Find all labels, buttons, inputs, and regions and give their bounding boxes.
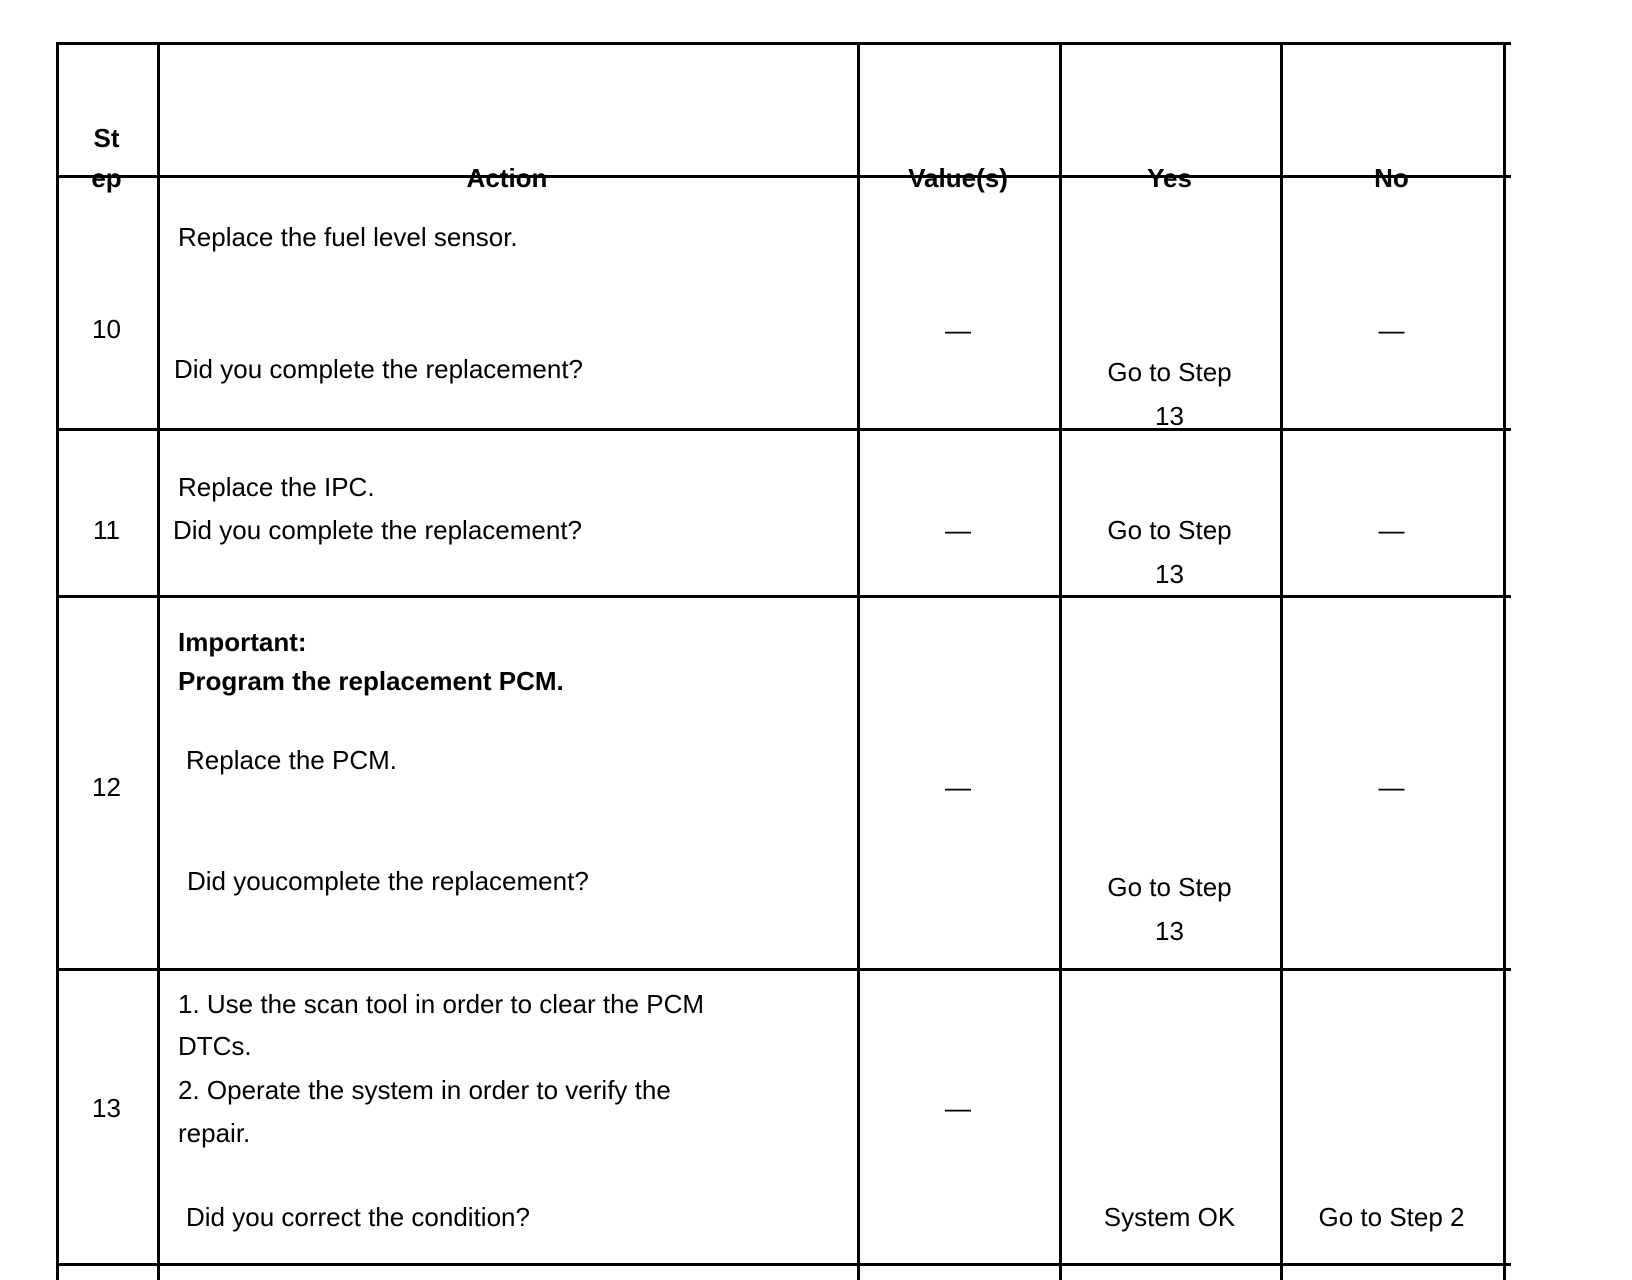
no-dash: —: [1378, 315, 1405, 345]
action-question: Did you complete the replacement?: [174, 354, 584, 384]
no-text: Go to Step 2: [1318, 1202, 1465, 1232]
row-divider: [56, 428, 1511, 431]
action-question: Did youcomplete the replacement?: [187, 866, 589, 896]
header-yes: Yes: [1147, 163, 1192, 193]
action-step-1-cont: DTCs.: [178, 1031, 252, 1061]
action-step-1: 1. Use the scan tool in order to clear the PCM: [178, 989, 705, 1019]
header-action: Action: [466, 163, 548, 193]
no-dash: —: [1378, 515, 1405, 545]
step-number: 10: [92, 314, 121, 344]
header-step-line2: ep: [91, 163, 122, 193]
action-question: Did you correct the condition?: [186, 1202, 530, 1232]
column-divider: [1059, 42, 1062, 1280]
step-number: 12: [92, 772, 121, 802]
table-border-top: [56, 42, 1511, 45]
header-no: No: [1374, 163, 1409, 193]
yes-text: Go to Step: [1107, 872, 1232, 902]
row-divider: [56, 968, 1511, 971]
column-divider: [1280, 42, 1283, 1280]
action-text: Replace the fuel level sensor.: [178, 222, 518, 252]
yes-text: Go to Step: [1107, 357, 1232, 387]
header-step-line1: St: [93, 123, 120, 153]
important-text: Program the replacement PCM.: [178, 666, 564, 696]
diagnostic-table: [56, 42, 1511, 1280]
action-step-2: 2. Operate the system in order to verify the: [178, 1075, 671, 1105]
row-divider: [56, 595, 1511, 598]
step-number: 13: [92, 1093, 121, 1123]
yes-step-number: 13: [1155, 559, 1184, 589]
yes-step-number: 13: [1155, 401, 1184, 431]
yes-text: Go to Step: [1107, 515, 1232, 545]
yes-text: System OK: [1103, 1202, 1236, 1232]
value-dash: —: [945, 515, 971, 545]
value-dash: —: [945, 772, 971, 802]
value-dash: —: [945, 1093, 971, 1123]
action-text: Replace the PCM.: [186, 745, 397, 775]
action-question: Did you complete the replacement?: [173, 515, 583, 545]
no-dash: —: [1378, 772, 1405, 802]
column-divider: [157, 42, 160, 1280]
value-dash: —: [945, 315, 971, 345]
table-border-bottom: [56, 1263, 1511, 1266]
step-number: 11: [93, 515, 120, 545]
action-text: Replace the IPC.: [178, 472, 375, 502]
action-step-2-cont: repair.: [178, 1118, 251, 1148]
table-border-right: [1503, 42, 1506, 1280]
header-values: Value(s): [908, 163, 1008, 193]
yes-step-number: 13: [1155, 916, 1184, 946]
important-label: Important:: [178, 627, 307, 657]
